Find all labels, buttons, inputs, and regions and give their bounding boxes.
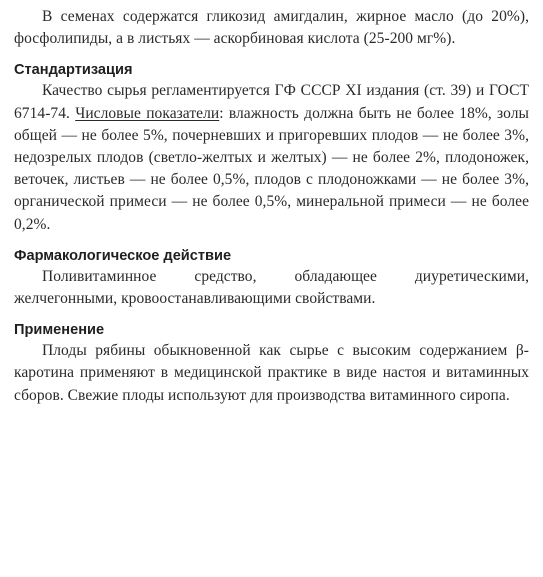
intro-paragraph: В семенах содержатся гликозид амигдалин, жирное масло (до 20%), фосфолипиды, а в листьях — аскорбиновая кислота (25-200 мг%).: [14, 8, 529, 48]
standardization-text-start: Качество сырья регламентируется ГФ СССР XI издания (ст. 39) и ГОСТ 6714-74.: [14, 82, 529, 122]
application-heading: Применение: [14, 322, 105, 339]
standardization-heading: Стандартизация: [14, 62, 133, 79]
standardization-paragraph: [14, 80, 529, 235]
section-gap: [14, 236, 529, 246]
section-gap: [14, 50, 529, 60]
pharmacology-paragraph: Поливитаминное средство, обладающее диуретическими, желчегонными, кровоостанавливающими свойствами.: [14, 267, 529, 308]
standardization-text-end: : влажность должна быть не более 18%, золы общей — не более 5%, почерневших и пригоревших плодов — не более 3%, недозрелых плодов (светло-желтых и желтых) — не более 2%, плодоножек, веточек, листьев — не более 0,5%, плодов с плодоножками — не более 3%, органической примеси — не более 0,5%, минеральной примеси — не более 0,2%.: [14, 104, 529, 233]
section-gap: [14, 310, 529, 320]
numeric-indicators-link: Числовые показатели: [75, 104, 220, 122]
pharmacology-heading: Фармакологическое действие: [14, 247, 232, 264]
application-paragraph: Плоды рябины обыкновенной как сырье с высоким содержанием β-каротина применяют в медицинской практике в виде настоя и витаминных сборов. Свежие плоды используют для производства витаминного сиропа.: [14, 342, 529, 404]
